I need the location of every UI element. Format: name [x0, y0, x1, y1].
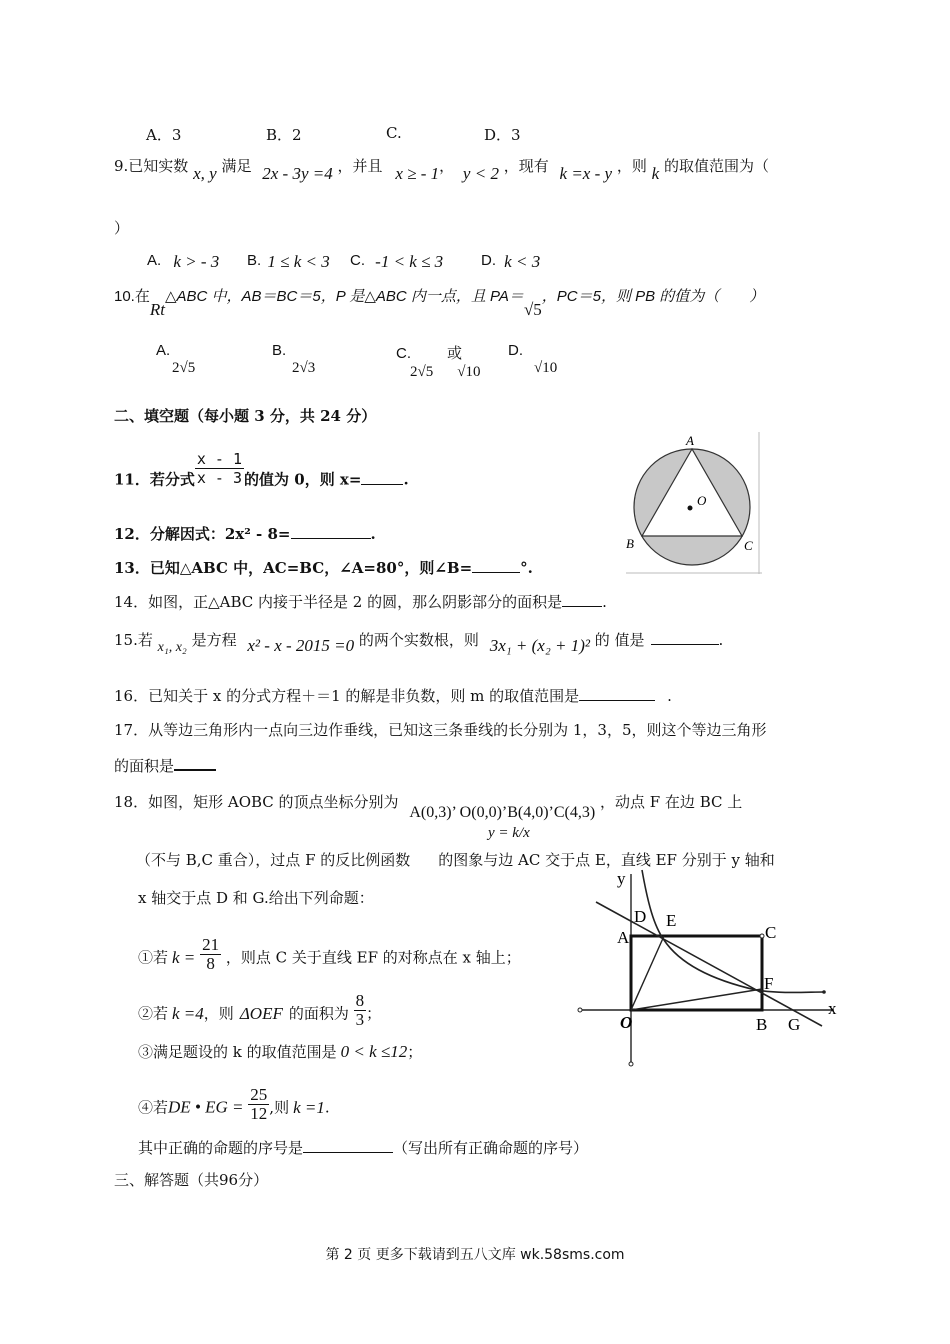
question-13: 13．已知△ABC 中，AC=BC，∠A=80°，则∠B= °.: [114, 559, 533, 577]
segment-oe: [631, 936, 664, 1010]
q9-option-b: B. 1 ≤ k < 3: [247, 252, 330, 271]
label-y: y: [617, 869, 626, 888]
label-x: x: [828, 999, 837, 1018]
label-b: B: [756, 1015, 768, 1034]
segment-of: [631, 989, 762, 1010]
question-9-close: ）: [114, 219, 130, 237]
label-f: F: [764, 974, 774, 993]
statement-4: ④若DE • EG = $\frac{25}{12}$ ,则 k =1.: [138, 1085, 330, 1123]
center-point: [688, 506, 693, 511]
question-18-answer-line: 其中正确的命题的序号是 （写出所有正确命题的序号）: [138, 1139, 589, 1157]
statement-3: ③满足题设的 k 的取值范围是 0 < k ≤12；: [138, 1042, 423, 1061]
label-o: O: [620, 1013, 633, 1032]
coordinate-figure: [572, 864, 844, 1074]
question-11: 11．若分式 $\frac{x - 1}{x - 3}$ 的值为 0，则 x= .: [114, 450, 409, 489]
q10-option-a: A. 2√5: [156, 342, 196, 376]
page-footer: 第 2 页 更多下载请到五八文库 wk.58sms.com: [325, 1247, 625, 1263]
question-9: 9.已知实数 x, y 满足 2x - 3y =4 ，并且 x ≥ - 1， y < 2 ，现有 k =x - y ，则 k 的取值范围为（: [114, 157, 769, 183]
question-18-line-3: x 轴交于点 D 和 G.给出下列命题：: [138, 889, 374, 907]
question-15: 15.若 x₁, x₂ 是方程 x² - x - 2015 =0 的两个实数根，则 3x₁ + (x₂ + 1)² 的 值是 .: [114, 631, 724, 655]
circle-triangle-figure: [626, 432, 762, 574]
inverse-function-label: y = k/x: [488, 825, 530, 841]
question-17-line-2: 的面积是: [114, 756, 216, 776]
question-18-line-1: 18．如图，矩形 AOBC 的顶点坐标分别为 A(0,3)’ O(0,0)’B(4,0)’C(4,3) ，动点 F 在边 BC 上: [114, 793, 743, 821]
label-d: D: [634, 907, 647, 926]
label-b: B: [626, 536, 634, 551]
section-2-heading: 二、填空题（每小题 3 分，共 24 分）: [114, 407, 377, 425]
hyperbola-curve: [642, 870, 824, 993]
question-10: 10.在Rt△ABC 中，AB＝BC＝5，P 是△ABC 内一点，且 PA＝√5，PC＝5，则 PB 的值为（ ）: [114, 288, 765, 319]
label-a: A: [617, 928, 630, 947]
q9-option-c: C. -1 < k ≤ 3: [350, 252, 444, 271]
question-17-line-1: 17．从等边三角形内一点向三边作垂线，已知这三条垂线的长分别为 1，3，5，则这个等边三角形: [114, 721, 767, 739]
q10-option-b: B. 2√3: [272, 342, 316, 376]
q8-option-a: A．3: [146, 126, 182, 144]
section-3-heading: 三、解答题（共96分）: [114, 1171, 269, 1189]
label-o: O: [697, 493, 707, 508]
question-18-line-2: （不与 B,C 重合），过点 F 的反比例函数 的图象与边 AC 交于点 E，直线 EF 分别于 y 轴和: [136, 851, 775, 869]
statement-1: ①若 k = $\frac{21}{8}$ ，则点 C 关于直线 EF 的对称点在 x 轴上；: [138, 935, 521, 973]
question-16: 16．已知关于 x 的分式方程＋＝1 的解是非负数，则 m 的取值范围是 .: [114, 687, 672, 705]
label-c: C: [765, 923, 777, 942]
label-g: G: [788, 1015, 801, 1034]
q9-option-a: A. k > - 3: [147, 252, 220, 271]
question-12: 12．分解因式：2x² - 8= .: [114, 525, 376, 543]
q9-option-d: D. k < 3: [481, 252, 541, 271]
q8-option-c: C.: [386, 124, 402, 142]
label-a: A: [686, 433, 694, 448]
statement-2: ②若 k =4，则 ΔOEF 的面积为 $\frac{8}{3}$ ；: [138, 991, 382, 1029]
q8-option-d: D．3: [484, 126, 521, 144]
q10-option-d: D. √10: [508, 342, 558, 376]
q8-option-b: B．2: [266, 126, 302, 144]
label-e: E: [666, 911, 677, 930]
question-14: 14．如图，正△ABC 内接于半径是 2 的圆，那么阴影部分的面积是 .: [114, 593, 607, 611]
label-c: C: [744, 538, 753, 553]
q10-option-c: C. 或 2√5 √10: [396, 345, 481, 380]
